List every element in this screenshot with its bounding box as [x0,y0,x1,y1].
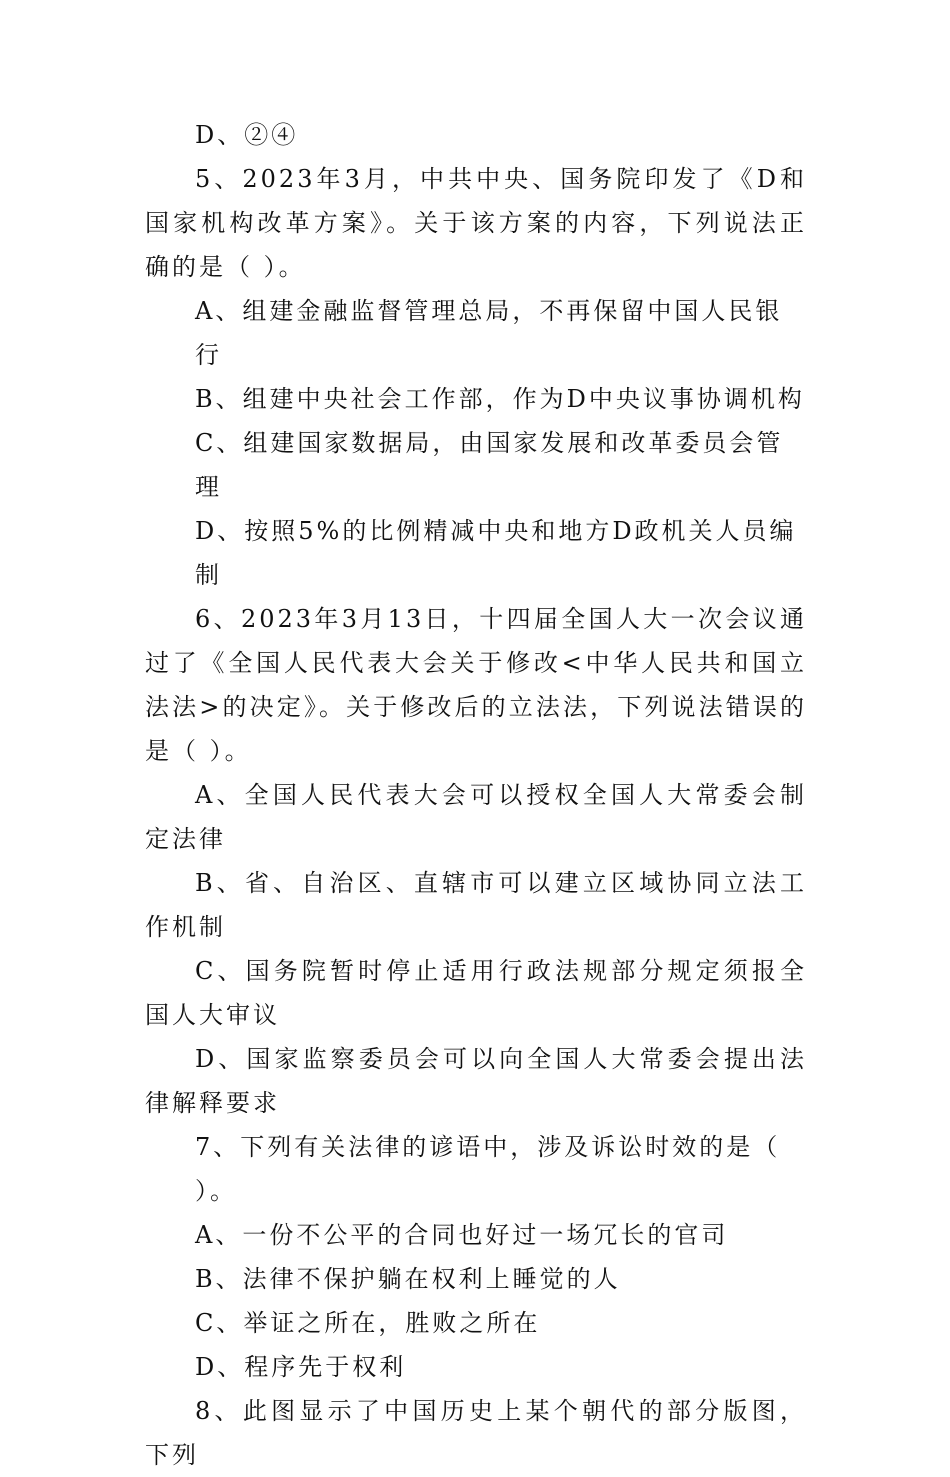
q5-option-c: C、组建国家数据局，由国家发展和改革委员会管理 [195,429,784,501]
q6-option-b: B、省、自治区、直辖市可以建立区域协同立法工作机制 [145,869,807,941]
q7-option-b: B、法律不保护躺在权利上睡觉的人 [195,1265,621,1293]
q4-option-d: D、②④ [195,121,299,149]
q6-option-d: D、国家监察委员会可以向全国人大常委会提出法律解释要求 [145,1045,807,1117]
q5-option-b: B、组建中央社会工作部，作为D中央议事协调机构 [195,385,805,413]
q6-stem: 6、2023年3月13日，十四届全国人大一次会议通过了《全国人民代表大会关于修改<中华人民共和国立法法>的决定》。关于修改后的立法法，下列说法错误的是（ ）。 [145,605,807,765]
q5-stem: 5、2023年3月，中共中央、国务院印发了《D和国家机构改革方案》。关于该方案的内容，下列说法正确的是（ ）。 [145,165,807,281]
document-page [145,113,807,1477]
q6-option-a: A、全国人民代表大会可以授权全国人大常委会制定法律 [145,781,807,853]
q8-stem: 8、此图显示了中国历史上某个朝代的部分版图，下列 [145,1397,807,1469]
q7-option-a: A、一份不公平的合同也好过一场冗长的官司 [195,1221,729,1249]
q7-option-d: D、程序先于权利 [195,1353,407,1381]
q5-option-a: A、组建金融监督管理总局，不再保留中国人民银行 [195,297,783,369]
q7-stem: 7、下列有关法律的谚语中，涉及诉讼时效的是（ ）。 [195,1133,781,1205]
q7-option-c: C、举证之所在，胜败之所在 [195,1309,541,1337]
q5-option-d: D、按照5%的比例精减中央和地方D政机关人员编制 [195,517,797,589]
q6-option-c: C、国务院暂时停止适用行政法规部分规定须报全国人大审议 [145,957,807,1029]
